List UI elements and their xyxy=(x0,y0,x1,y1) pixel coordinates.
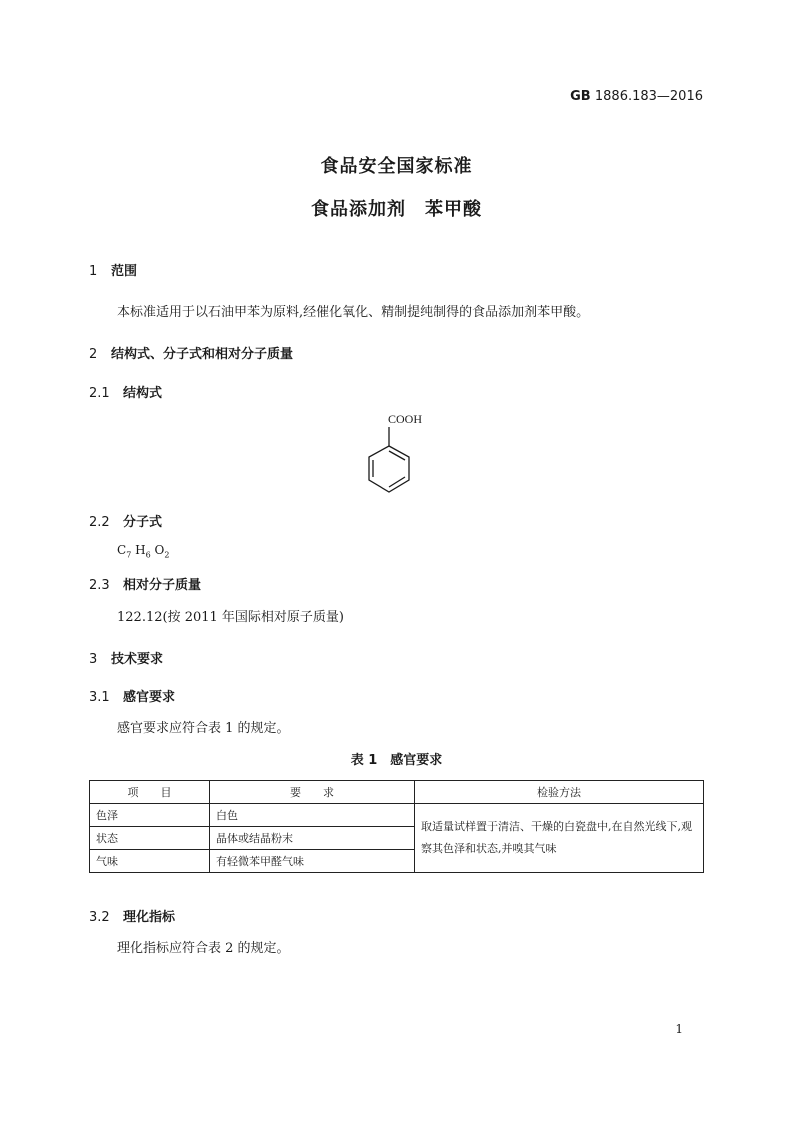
section-2-3-heading xyxy=(89,574,201,593)
scope-paragraph: 本标准适用于以石油甲苯为原料,经催化氧化、精制提纯制得的食品添加剂苯甲酸。 xyxy=(117,305,590,320)
table-1-caption: 表 1 感官要求 xyxy=(350,753,443,768)
page-number: 1 xyxy=(675,1022,683,1036)
section-title: 范围 xyxy=(111,264,138,279)
row-requirement: 有轻微苯甲醛气味 xyxy=(210,850,415,873)
section-number: 3 xyxy=(89,652,98,667)
section-number: 2.2 xyxy=(89,515,110,530)
section-number: 3.2 xyxy=(89,910,110,925)
section-number: 2 xyxy=(89,347,98,362)
section-title: 理化指标 xyxy=(123,910,176,925)
inspection-method: 取适量试样置于清洁、干燥的白瓷盘中,在自然光线下,观察其色泽和状态,并嗅其气味 xyxy=(415,804,704,873)
standard-prefix: GB xyxy=(570,89,591,104)
section-title: 技术要求 xyxy=(111,652,164,667)
double-bond xyxy=(389,451,405,460)
section-2-heading xyxy=(89,343,293,362)
sensory-paragraph: 感官要求应符合表 1 的规定。 xyxy=(117,721,290,736)
section-2-2-heading xyxy=(89,511,162,530)
table-header-row xyxy=(90,781,704,804)
section-title: 分子式 xyxy=(123,515,163,530)
physchem-paragraph: 理化指标应符合表 2 的规定。 xyxy=(117,941,290,956)
row-item: 气味 xyxy=(90,850,210,873)
benzene-ring xyxy=(369,446,409,492)
page-title: 食品安全国家标准 xyxy=(320,156,473,177)
section-number: 2.3 xyxy=(89,578,110,593)
benzoic-acid-structure xyxy=(360,408,440,498)
header-requirement: 要 求 xyxy=(210,781,415,804)
section-title: 结构式、分子式和相对分子质量 xyxy=(111,347,294,362)
section-title: 相对分子质量 xyxy=(123,578,202,593)
standard-code: 1886.183—2016 xyxy=(594,89,703,104)
section-title: 结构式 xyxy=(123,386,163,401)
section-number: 1 xyxy=(89,264,98,279)
section-3-2-heading xyxy=(89,906,175,925)
cooh-label: COOH xyxy=(388,412,423,426)
page-subtitle: 食品添加剂 苯甲酸 xyxy=(311,199,482,220)
section-title: 感官要求 xyxy=(123,690,176,705)
section-number: 2.1 xyxy=(89,386,110,401)
molecular-formula: $C_7$ $H_6$ $O_2$ xyxy=(117,543,170,560)
molecular-mass: 122.12(按 2011 年国际相对原子质量) xyxy=(117,610,344,625)
double-bond xyxy=(389,477,405,487)
section-number: 3.1 xyxy=(89,690,110,705)
table-row xyxy=(90,804,704,827)
sensory-requirements-table xyxy=(89,780,704,873)
section-2-1-heading xyxy=(89,382,162,401)
section-1-heading xyxy=(89,260,137,279)
section-3-heading xyxy=(89,648,163,667)
row-requirement: 白色 xyxy=(210,804,415,827)
row-requirement: 晶体或结晶粉末 xyxy=(210,827,415,850)
header-method: 检验方法 xyxy=(415,781,704,804)
section-3-1-heading xyxy=(89,686,175,705)
row-item: 色泽 xyxy=(90,804,210,827)
header-item: 项 目 xyxy=(90,781,210,804)
standard-number xyxy=(570,89,703,104)
row-item: 状态 xyxy=(90,827,210,850)
